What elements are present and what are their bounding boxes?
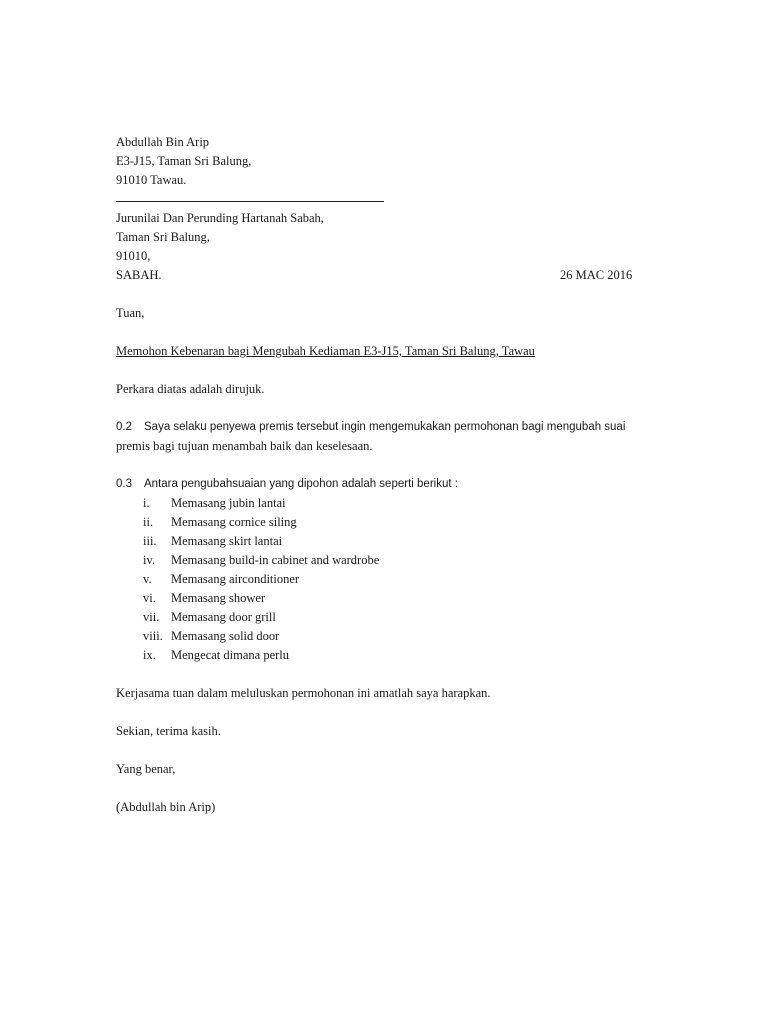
list-text: Mengecat dimana perlu xyxy=(171,648,290,662)
list-item xyxy=(143,609,276,625)
list-item xyxy=(143,533,282,549)
list-item xyxy=(143,514,297,530)
recipient-line2: Taman Sri Balung, xyxy=(116,230,210,244)
list-numeral: ix. xyxy=(143,648,156,662)
list-item xyxy=(143,495,286,511)
list-numeral: vi. xyxy=(143,591,156,605)
list-text: Memasang airconditioner xyxy=(171,572,300,586)
list-text: Memasang jubin lantai xyxy=(171,496,286,510)
signature-name: (Abdullah bin Arip) xyxy=(116,800,216,814)
list-item xyxy=(143,552,379,568)
list-numeral: ii. xyxy=(143,515,154,529)
subject-line: Memohon Kebenaran bagi Mengubah Kediaman E3-J15, Taman Sri Balung, Tawau xyxy=(116,344,535,358)
letter-date: 26 MAC 2016 xyxy=(560,268,633,282)
paragraph-0-2-line1 xyxy=(116,419,625,435)
sender-name: Abdullah Bin Arip xyxy=(116,135,210,149)
list-text: Memasang build-in cabinet and wardrobe xyxy=(171,553,380,567)
sign-off: Yang benar, xyxy=(116,762,176,776)
list-item xyxy=(143,628,279,644)
paragraph-number: 0.3 xyxy=(116,478,132,490)
list-numeral: v. xyxy=(143,572,152,586)
list-text: Memasang solid door xyxy=(171,629,280,643)
separator-rule xyxy=(116,201,384,202)
salutation: Tuan, xyxy=(116,306,145,320)
list-text: Memasang skirt lantai xyxy=(171,534,283,548)
sender-address-line1: E3-J15, Taman Sri Balung, xyxy=(116,154,252,168)
list-text: Memasang cornice siling xyxy=(171,515,297,529)
closing-request: Kerjasama tuan dalam meluluskan permohonan ini amatlah saya harapkan. xyxy=(116,686,491,700)
list-item xyxy=(143,590,265,606)
recipient-line3: 91010, xyxy=(116,249,151,263)
list-text: Memasang shower xyxy=(171,591,266,605)
list-numeral: iv. xyxy=(143,553,156,567)
sender-address-line2: 91010 Tawau. xyxy=(116,173,187,187)
list-item xyxy=(143,571,299,587)
paragraph-text: Saya selaku penyewa premis tersebut ingin mengemukakan permohonan bagi mengubah suai xyxy=(144,421,626,433)
paragraph-text: Antara pengubahsuaian yang dipohon adalah seperti berikut : xyxy=(144,478,458,490)
paragraph-0-2-line2: premis bagi tujuan menambah baik dan keselesaan. xyxy=(116,439,373,453)
list-numeral: viii. xyxy=(143,629,163,643)
recipient-line1: Jurunilai Dan Perunding Hartanah Sabah, xyxy=(116,211,324,225)
list-item xyxy=(143,647,289,663)
list-numeral: i. xyxy=(143,496,150,510)
list-numeral: vii. xyxy=(143,610,160,624)
thanks-line: Sekian, terima kasih. xyxy=(116,724,221,738)
recipient-line4: SABAH. xyxy=(116,268,162,282)
list-numeral: iii. xyxy=(143,534,157,548)
paragraph-number: 0.2 xyxy=(116,421,132,433)
list-text: Memasang door grill xyxy=(171,610,276,624)
reference-line: Perkara diatas adalah dirujuk. xyxy=(116,382,265,396)
paragraph-0-3-intro xyxy=(116,476,458,492)
